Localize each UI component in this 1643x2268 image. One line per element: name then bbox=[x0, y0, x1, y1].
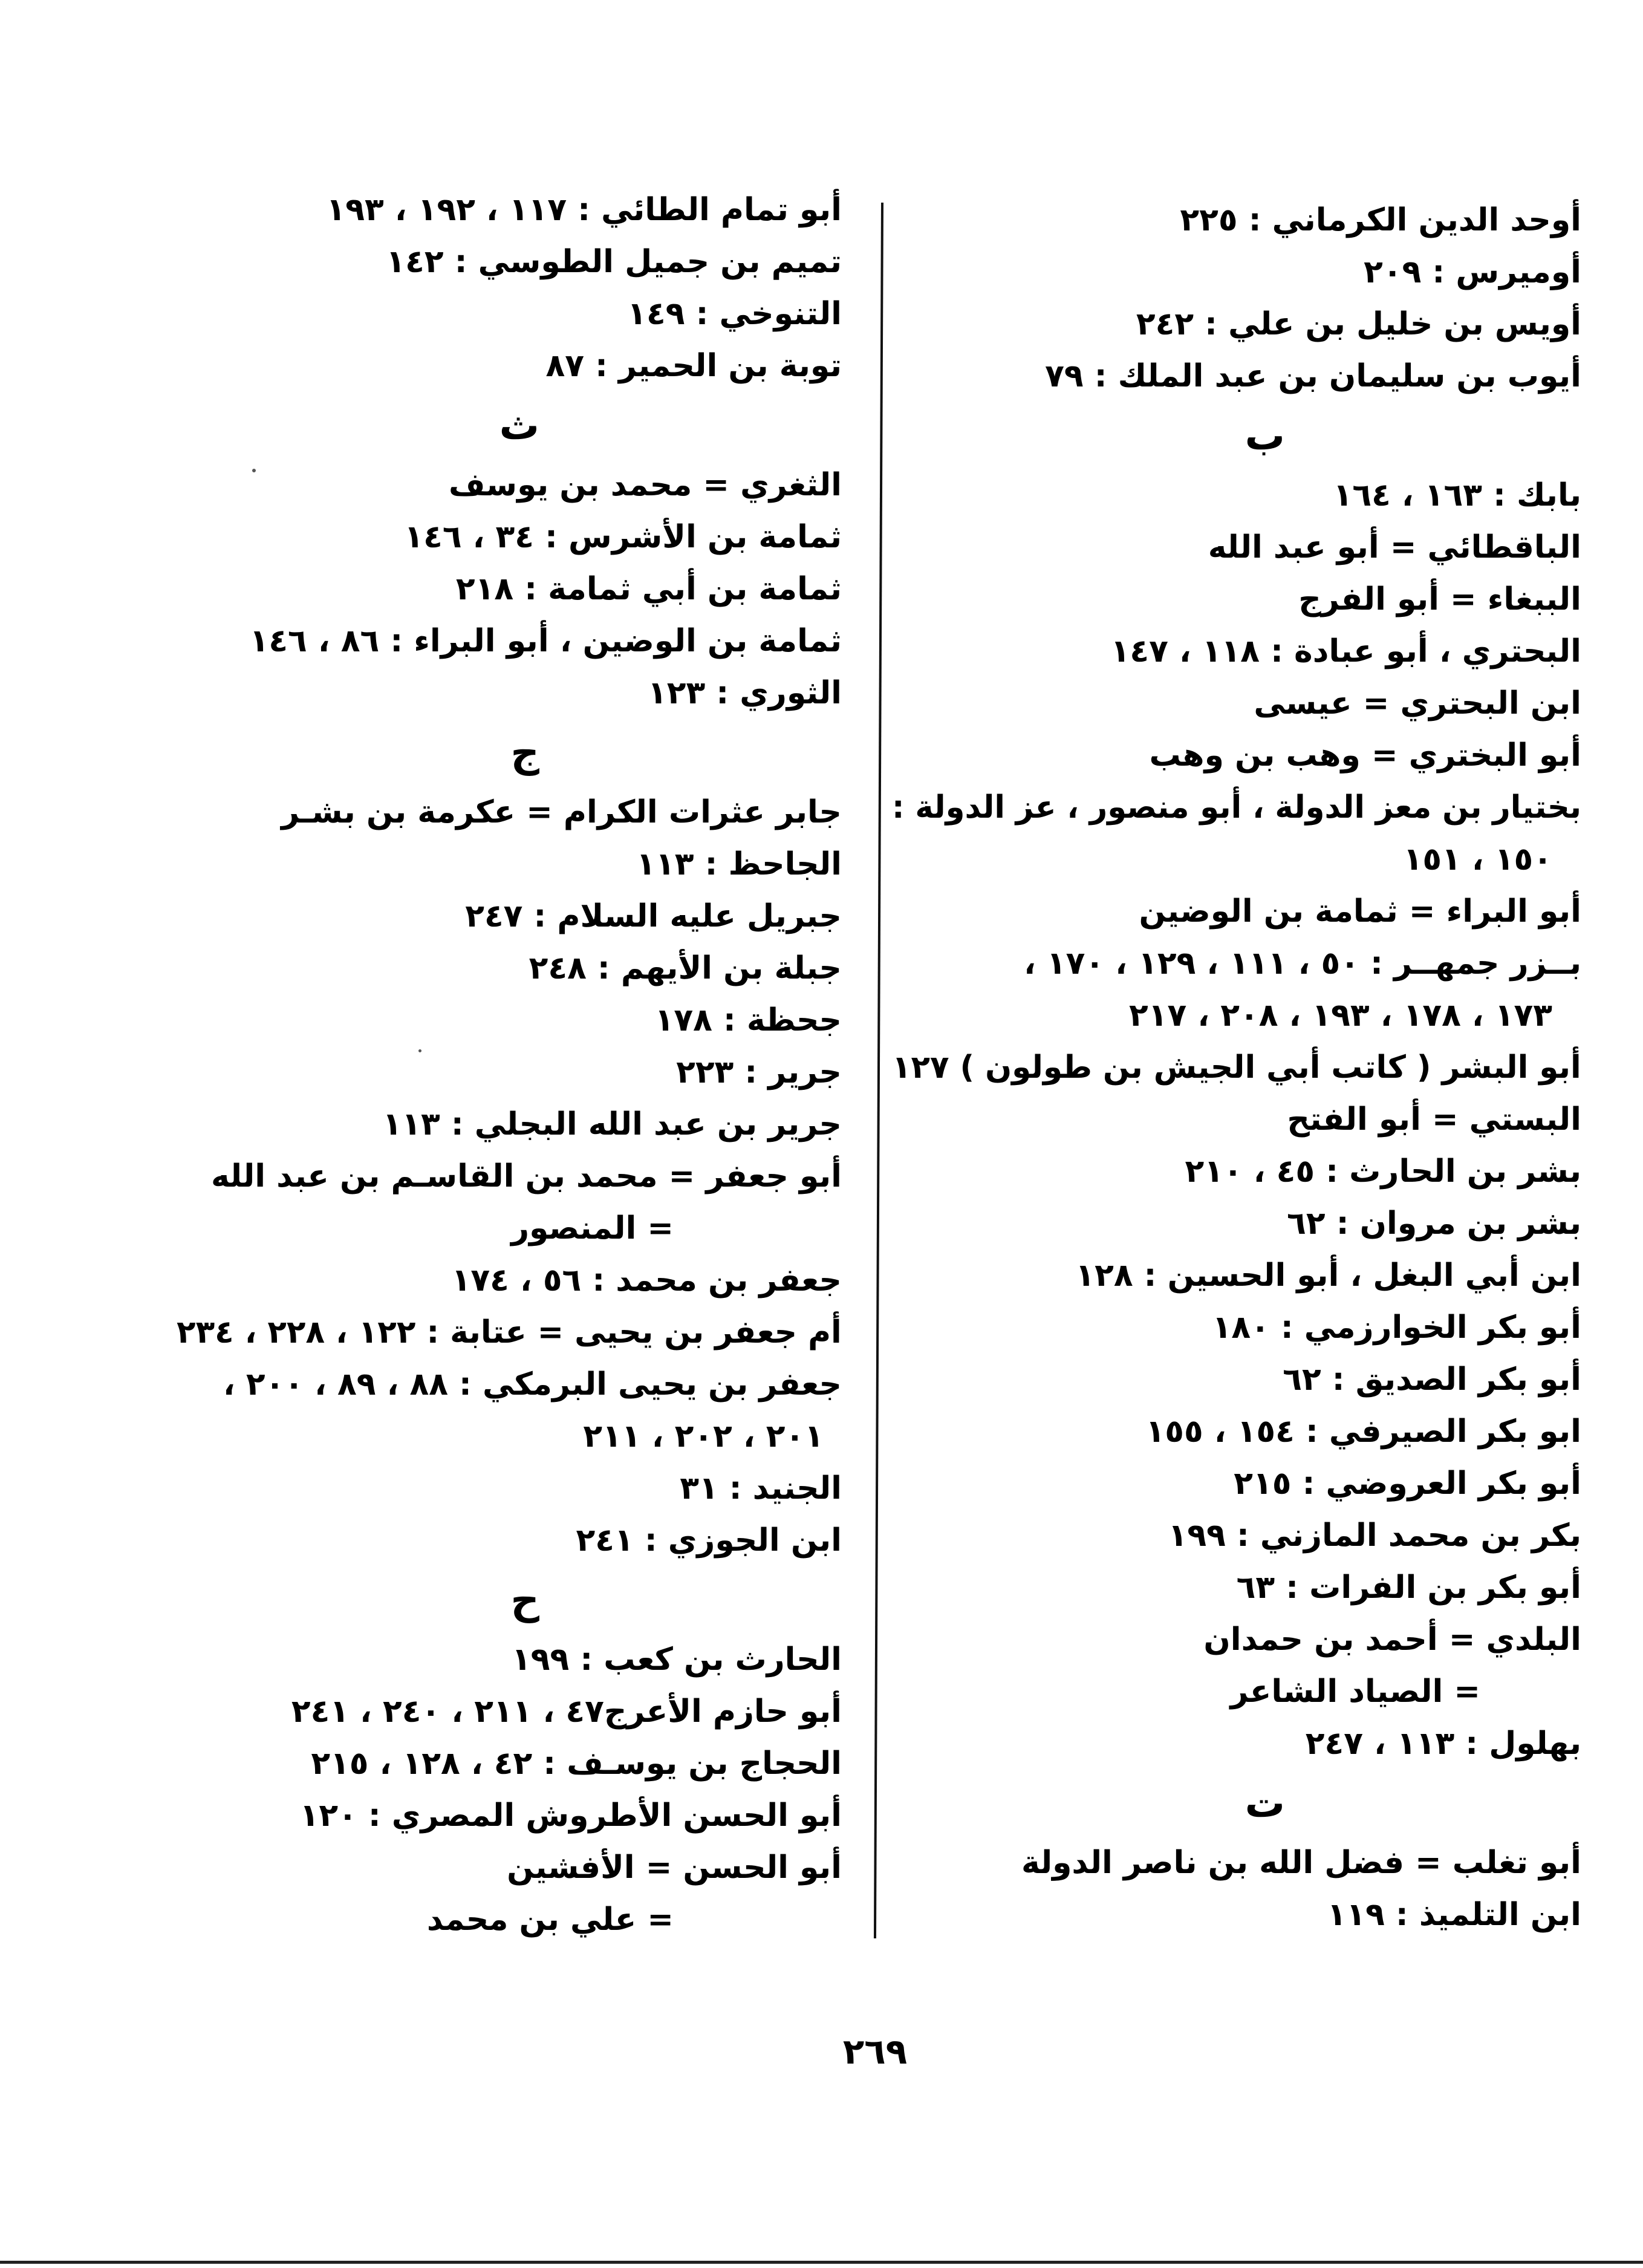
entry-line: أبو بكر بن الفرات : ٦٣ bbox=[1236, 1569, 1581, 1606]
index-column-left bbox=[177, 184, 842, 1946]
entry-line: جبريل عليه السلام : ٢٤٧ bbox=[465, 898, 842, 934]
index-entry bbox=[892, 1837, 1581, 1889]
entry-line: أبو حازم الأعرج٤٧ ، ٢١١ ، ٢٤٠ ، ٢٤١ bbox=[291, 1693, 842, 1730]
index-entry bbox=[892, 1889, 1581, 1941]
entry-line: بكر بن محمد المازني : ١٩٩ bbox=[1168, 1517, 1581, 1554]
section-letter-heading: ح bbox=[510, 1577, 539, 1623]
index-entry bbox=[177, 1358, 842, 1462]
entry-line: ابن التلميذ : ١١٩ bbox=[1327, 1897, 1581, 1933]
index-entry bbox=[177, 994, 842, 1046]
entry-continuation-line: = الصياد الشاعر bbox=[1230, 1673, 1480, 1710]
entry-line: أبو الحسن = الأفشين bbox=[507, 1849, 842, 1886]
index-entry bbox=[892, 573, 1581, 625]
index-entry bbox=[177, 1098, 842, 1150]
index-entry bbox=[892, 194, 1581, 246]
entry-line: تميم بن جميل الطوسي : ١٤٢ bbox=[386, 244, 842, 280]
entry-continuation-line: ١٥٠ ، ١٥١ bbox=[1403, 841, 1552, 878]
index-entry bbox=[892, 1406, 1581, 1458]
entry-line: الحارث بن كعب : ١٩٩ bbox=[512, 1641, 842, 1678]
index-entry bbox=[177, 1738, 842, 1790]
index-entry bbox=[177, 459, 842, 511]
entry-line: ابن الجوزي : ٢٤١ bbox=[576, 1522, 842, 1559]
entry-line: البلدي = أحمد بن حمدان bbox=[1203, 1621, 1581, 1658]
entry-continuation-line: ١٧٣ ، ١٧٨ ، ١٩٣ ، ٢٠٨ ، ٢١٧ bbox=[1129, 997, 1552, 1034]
index-entry bbox=[177, 667, 842, 719]
entry-line: الثوري : ١٢٣ bbox=[648, 675, 842, 711]
entry-line: أبو تمام الطائي : ١١٧ ، ١٩٢ ، ١٩٣ bbox=[326, 192, 842, 228]
entry-line: البستي = أبو الفتح bbox=[1287, 1101, 1581, 1138]
index-entry bbox=[892, 1458, 1581, 1510]
entry-line: ثمامة بن الوضين ، أبو البراء : ٨٦ ، ١٤٦ bbox=[249, 623, 842, 659]
entry-line: أوحد الدين الكرماني : ٢٢٥ bbox=[1180, 202, 1581, 238]
index-entry bbox=[892, 729, 1581, 781]
index-entry bbox=[892, 469, 1581, 521]
entry-line: بشر بن الحارث : ٤٥ ، ٢١٠ bbox=[1185, 1153, 1581, 1190]
entry-line: توبة بن الحمير : ٨٧ bbox=[545, 348, 842, 384]
entry-line: الجاحظ : ١١٣ bbox=[636, 846, 842, 882]
entry-line: أبو بكر العروضي : ٢١٥ bbox=[1234, 1465, 1581, 1502]
index-entry bbox=[177, 1150, 842, 1254]
index-entry bbox=[177, 340, 842, 392]
entry-line: أبو تغلب = فضل الله بن ناصر الدولة bbox=[1021, 1845, 1581, 1881]
entry-line: أوميرس : ٢٠٩ bbox=[1364, 254, 1581, 290]
entry-line: ابو بكر الصيرفي : ١٥٤ ، ١٥٥ bbox=[1145, 1413, 1581, 1450]
entry-line: جبلة بن الأيهم : ٢٤٨ bbox=[529, 950, 842, 986]
entry-line: أبو بكر الصديق : ٦٢ bbox=[1283, 1361, 1581, 1398]
section-letter-heading: ج bbox=[510, 729, 539, 776]
entry-line: الجنيد : ٣١ bbox=[680, 1470, 842, 1507]
entry-continuation-line: ٢٠١ ، ٢٠٢ ، ٢١١ bbox=[583, 1418, 824, 1455]
page-number: ٢٦٩ bbox=[842, 2031, 908, 2072]
index-entry bbox=[177, 1790, 842, 1842]
entry-line: بشر بن مروان : ٦٢ bbox=[1287, 1205, 1581, 1242]
index-entry bbox=[177, 1462, 842, 1514]
index-entry bbox=[177, 786, 842, 838]
index-entry bbox=[177, 288, 842, 340]
index-entry bbox=[177, 838, 842, 890]
entry-line: بابك : ١٦٣ ، ١٦٤ bbox=[1333, 477, 1581, 513]
index-entry bbox=[892, 521, 1581, 573]
entry-line: أبو البشر ( كاتب أبي الجيش بن طولون ) ١٢٧ bbox=[892, 1049, 1581, 1086]
scan-speck bbox=[418, 1049, 421, 1052]
entry-line: الثغري = محمد بن يوسف bbox=[449, 467, 842, 503]
index-entry bbox=[892, 350, 1581, 402]
index-entry bbox=[892, 1510, 1581, 1562]
index-entry bbox=[892, 1354, 1581, 1406]
entry-line: الحجاج بن يوسـف : ٤٢ ، ١٢٨ ، ٢١٥ bbox=[311, 1745, 842, 1782]
index-entry bbox=[177, 563, 842, 615]
index-entry bbox=[892, 937, 1581, 1041]
entry-line: أبو البختري = وهب بن وهب bbox=[1149, 737, 1581, 774]
index-entry bbox=[892, 1145, 1581, 1198]
entry-line: جرير بن عبد الله البجلي : ١١٣ bbox=[382, 1106, 842, 1142]
scan-edge-line bbox=[0, 2261, 1643, 2264]
entry-line: أم جعفر بن يحيى = عتابة : ١٢٢ ، ٢٢٨ ، ٢٣٤ bbox=[177, 1314, 842, 1351]
index-entry bbox=[892, 246, 1581, 298]
index-entry bbox=[892, 1302, 1581, 1354]
entry-line: جحظة : ١٧٨ bbox=[654, 1002, 842, 1038]
index-entry bbox=[177, 942, 842, 994]
index-entry bbox=[892, 1614, 1581, 1718]
entry-line: جابر عثرات الكرام = عكرمة بن بشـر bbox=[281, 794, 842, 830]
entry-line: ثمامة بن الأشرس : ٣٤ ، ١٤٦ bbox=[404, 519, 842, 555]
index-entry bbox=[892, 1562, 1581, 1614]
entry-line: ثمامة بن أبي ثمامة : ٢١٨ bbox=[455, 571, 842, 607]
index-entry bbox=[177, 236, 842, 288]
index-entry bbox=[892, 1718, 1581, 1770]
index-entry bbox=[892, 1198, 1581, 1250]
column-divider bbox=[874, 203, 883, 1938]
index-entry bbox=[177, 1634, 842, 1686]
index-entry bbox=[177, 1514, 842, 1566]
index-entry bbox=[177, 890, 842, 942]
entry-line: البحتري ، أبو عبادة : ١١٨ ، ١٤٧ bbox=[1110, 633, 1581, 670]
index-entry bbox=[177, 1306, 842, 1358]
index-entry bbox=[177, 511, 842, 563]
entry-line: جعفر بن محمد : ٥٦ ، ١٧٤ bbox=[451, 1262, 842, 1299]
index-entry bbox=[177, 184, 842, 236]
entry-line: بــزر جمهــر : ٥٠ ، ١١١ ، ١٢٩ ، ١٧٠ ، bbox=[1024, 945, 1581, 982]
entry-line: بختيار بن معز الدولة ، أبو منصور ، عز الدولة : bbox=[891, 789, 1581, 826]
entry-line: ابن أبي البغل ، أبو الحسين : ١٢٨ bbox=[1075, 1257, 1581, 1294]
entry-line: الببغاء = أبو الفرج bbox=[1298, 581, 1581, 618]
section-letter-heading: ب bbox=[1244, 412, 1285, 459]
index-entry bbox=[177, 1686, 842, 1738]
entry-line: أويس بن خليل بن علي : ٢٤٢ bbox=[1136, 306, 1581, 342]
entry-line: ابن البحتري = عيسى bbox=[1254, 685, 1581, 722]
entry-line: أبو جعفر = محمد بن القاسـم بن عبد الله bbox=[210, 1158, 842, 1194]
entry-continuation-line: = المنصور bbox=[511, 1210, 674, 1246]
index-entry bbox=[892, 1041, 1581, 1093]
entry-line: جرير : ٢٢٣ bbox=[676, 1054, 842, 1090]
entry-line: أبو بكر الخوارزمي : ١٨٠ bbox=[1212, 1309, 1581, 1346]
index-entry bbox=[177, 615, 842, 667]
index-column-right bbox=[892, 194, 1581, 1941]
index-entry bbox=[892, 885, 1581, 937]
entry-line: أبو البراء = ثمامة بن الوضين bbox=[1139, 893, 1581, 930]
section-letter-heading: ث bbox=[499, 402, 539, 449]
index-entry bbox=[892, 781, 1581, 885]
entry-continuation-line: = علي بن محمد bbox=[426, 1901, 674, 1938]
section-letter-heading: ت bbox=[1244, 1780, 1285, 1826]
index-entry bbox=[892, 1250, 1581, 1302]
index-entry bbox=[892, 677, 1581, 729]
entry-line: التنوخي : ١٤٩ bbox=[627, 296, 842, 332]
scan-speck bbox=[252, 469, 256, 472]
index-entry bbox=[892, 1093, 1581, 1145]
index-entry bbox=[892, 625, 1581, 677]
index-entry bbox=[177, 1842, 842, 1946]
index-entry bbox=[177, 1046, 842, 1098]
index-entry bbox=[177, 1254, 842, 1306]
entry-line: الباقطائي = أبو عبد الله bbox=[1208, 529, 1581, 565]
entry-line: أبو الحسن الأطروش المصري : ١٢٠ bbox=[299, 1797, 842, 1834]
entry-line: أيوب بن سليمان بن عبد الملك : ٧٩ bbox=[1045, 358, 1581, 394]
entry-line: بهلول : ١١٣ ، ٢٤٧ bbox=[1305, 1725, 1581, 1762]
entry-line: جعفر بن يحيى البرمكي : ٨٨ ، ٨٩ ، ٢٠٠ ، bbox=[223, 1366, 842, 1403]
index-entry bbox=[892, 298, 1581, 350]
